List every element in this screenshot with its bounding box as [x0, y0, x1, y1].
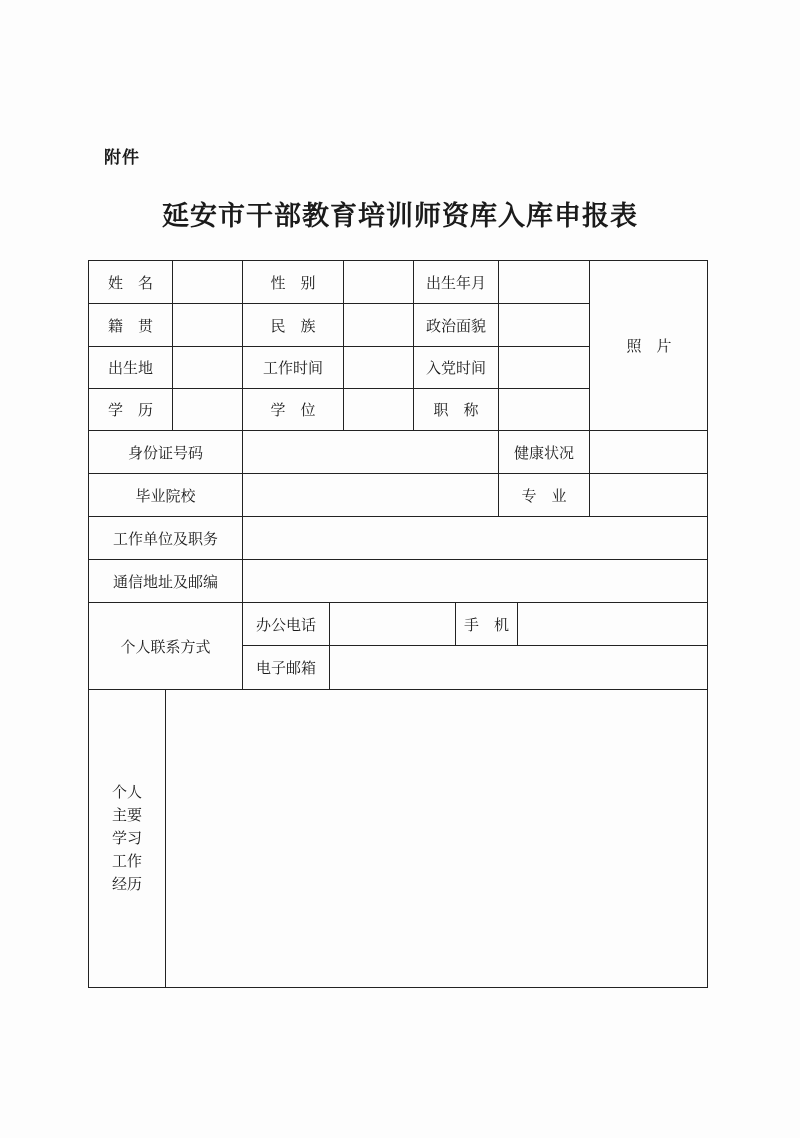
gender-label: 性 别 [243, 261, 344, 304]
major-field[interactable] [590, 474, 708, 517]
id-number-field[interactable] [243, 431, 499, 474]
application-form-table [88, 260, 708, 988]
email-field[interactable] [330, 646, 708, 690]
experience-label-line: 主要 [111, 806, 142, 824]
ethnicity-field[interactable] [344, 304, 414, 347]
school-label: 毕业院校 [89, 474, 243, 517]
name-field[interactable] [173, 261, 243, 304]
experience-field[interactable] [166, 690, 708, 987]
work-start-field[interactable] [344, 347, 414, 389]
experience-label-line: 个人 [111, 783, 142, 801]
experience-label-line: 学习 [111, 829, 142, 847]
ethnicity-label: 民 族 [243, 304, 344, 347]
party-join-label: 入党时间 [414, 347, 499, 389]
education-label: 学 历 [89, 389, 173, 431]
photo-box[interactable]: 照 片 [590, 261, 708, 431]
experience-label-line: 工作 [111, 852, 142, 870]
contact-label: 个人联系方式 [89, 603, 243, 690]
health-label: 健康状况 [499, 431, 590, 474]
office-phone-field[interactable] [330, 603, 456, 646]
education-field[interactable] [173, 389, 243, 431]
address-field[interactable] [243, 560, 708, 603]
work-unit-field[interactable] [243, 517, 708, 560]
birth-date-field[interactable] [499, 261, 590, 304]
birth-date-label: 出生年月 [414, 261, 499, 304]
work-unit-label: 工作单位及职务 [89, 517, 243, 560]
party-join-field[interactable] [499, 347, 590, 389]
professional-title-label: 职 称 [414, 389, 499, 431]
mobile-field[interactable] [518, 603, 708, 646]
experience-label [89, 690, 166, 987]
name-label: 姓 名 [89, 261, 173, 304]
political-status-field[interactable] [499, 304, 590, 347]
school-field[interactable] [243, 474, 499, 517]
birthplace-field[interactable] [173, 347, 243, 389]
professional-title-field[interactable] [499, 389, 590, 431]
experience-label-line: 经历 [111, 875, 142, 893]
native-place-field[interactable] [173, 304, 243, 347]
degree-label: 学 位 [243, 389, 344, 431]
gender-field[interactable] [344, 261, 414, 304]
address-label: 通信地址及邮编 [89, 560, 243, 603]
health-field[interactable] [590, 431, 708, 474]
degree-field[interactable] [344, 389, 414, 431]
birthplace-label: 出生地 [89, 347, 173, 389]
email-label: 电子邮箱 [243, 646, 330, 690]
id-number-label: 身份证号码 [89, 431, 243, 474]
attachment-label: 附件 [104, 148, 140, 168]
native-place-label: 籍 贯 [89, 304, 173, 347]
form-title: 延安市干部教育培训师资库入库申报表 [162, 201, 638, 232]
political-status-label: 政治面貌 [414, 304, 499, 347]
office-phone-label: 办公电话 [243, 603, 330, 646]
mobile-label: 手 机 [456, 603, 518, 646]
major-label: 专 业 [499, 474, 590, 517]
work-start-label: 工作时间 [243, 347, 344, 389]
